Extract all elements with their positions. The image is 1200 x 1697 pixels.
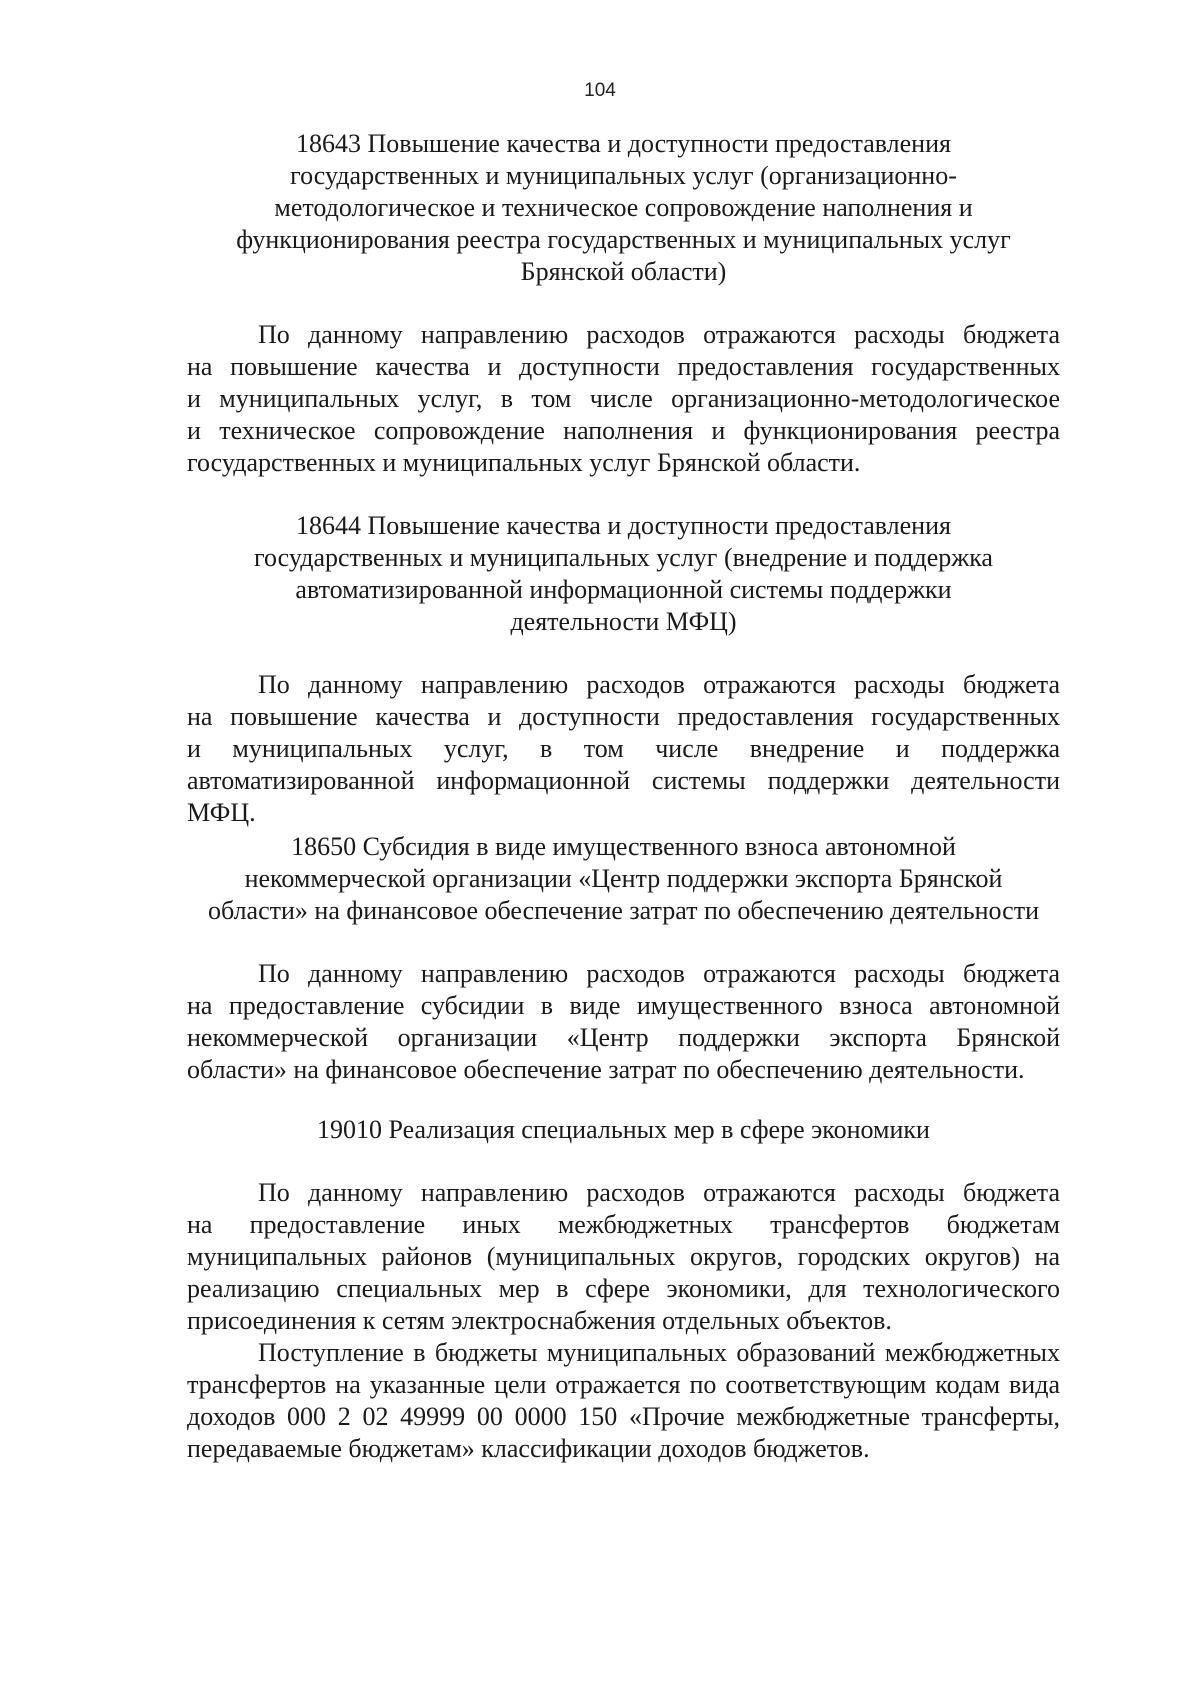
heading-line: области» на финансовое обеспечение затрат по обеспечению деятельности xyxy=(208,896,1039,925)
paragraph-line: По данному направлению расходов отражаются расходы бюджета xyxy=(258,320,1060,349)
section-paragraph-19010 xyxy=(187,1177,1060,1337)
section-heading-18643 xyxy=(187,128,1060,288)
heading-line: 18650 Субсидия в виде имущественного взноса автономной xyxy=(291,832,956,861)
section-paragraph-18643 xyxy=(187,319,1060,479)
heading-line: функционирования реестра государственных и муниципальных услуг xyxy=(236,225,1011,254)
heading-line: деятельности МФЦ) xyxy=(510,607,737,636)
heading-line: методологическое и техническое сопровождение наполнения и xyxy=(274,193,973,222)
heading-line: государственных и муниципальных услуг (организационно- xyxy=(290,161,957,190)
paragraph-line: реализацию специальных мер в сфере экономики, для технологического xyxy=(187,1274,1060,1303)
heading-line: автоматизированной информационной системы поддержки xyxy=(295,575,952,604)
paragraph-line: и муниципальных услуг, в том числе организационно-методологическое xyxy=(187,384,1060,413)
heading-line: 18644 Повышение качества и доступности предоставления xyxy=(296,511,951,540)
paragraph-line: на повышение качества и доступности предоставления государственных xyxy=(187,702,1060,731)
section-heading-18644 xyxy=(187,510,1060,638)
paragraph-line: муниципальных районов (муниципальных округов, городских округов) на xyxy=(187,1242,1060,1271)
page-number: 104 xyxy=(584,80,616,101)
section-paragraph-18644 xyxy=(187,669,1060,829)
paragraph-line: области» на финансовое обеспечение затрат по обеспечению деятельности. xyxy=(187,1055,1025,1084)
paragraph-line: на предоставление иных межбюджетных трансфертов бюджетам xyxy=(187,1210,1060,1239)
heading-line: 19010 Реализация специальных мер в сфере экономики xyxy=(317,1115,930,1144)
heading-line: государственных и муниципальных услуг (внедрение и поддержка xyxy=(254,543,993,572)
paragraph-line: и муниципальных услуг, в том числе внедрение и поддержка xyxy=(187,734,1060,763)
paragraph-line: на повышение качества и доступности предоставления государственных xyxy=(187,352,1060,381)
paragraph-line: передаваемые бюджетам» классификации доходов бюджетов. xyxy=(187,1434,870,1463)
paragraph-line: доходов 000 2 02 49999 00 0000 150 «Прочие межбюджетные трансферты, xyxy=(187,1402,1060,1431)
heading-line: некоммерческой организации «Центр поддержки экспорта Брянской xyxy=(244,864,1003,893)
section-heading-19010 xyxy=(187,1114,1060,1146)
section-paragraph-18650 xyxy=(187,958,1060,1086)
paragraph-line: Поступление в бюджеты муниципальных образований межбюджетных xyxy=(258,1338,1060,1367)
heading-line: Брянской области) xyxy=(520,257,727,286)
section-paragraph-19010-income xyxy=(187,1337,1060,1465)
paragraph-line: По данному направлению расходов отражаются расходы бюджета xyxy=(258,959,1060,988)
document-body xyxy=(187,128,1060,1465)
paragraph-line: По данному направлению расходов отражаются расходы бюджета xyxy=(258,670,1060,699)
section-heading-18650 xyxy=(187,831,1060,927)
paragraph-line: присоединения к сетям электроснабжения отдельных объектов. xyxy=(187,1306,892,1335)
paragraph-line: некоммерческой организации «Центр поддержки экспорта Брянской xyxy=(187,1023,1060,1052)
paragraph-line: на предоставление субсидии в виде имущественного взноса автономной xyxy=(187,991,1060,1020)
paragraph-line: По данному направлению расходов отражаются расходы бюджета xyxy=(258,1178,1060,1207)
paragraph-line: трансфертов на указанные цели отражается по соответствующим кодам вида xyxy=(187,1370,1060,1399)
paragraph-line: автоматизированной информационной системы поддержки деятельности xyxy=(187,766,1060,795)
paragraph-line: государственных и муниципальных услуг Брянской области. xyxy=(187,448,861,477)
paragraph-line: МФЦ. xyxy=(187,798,256,827)
paragraph-line: и техническое сопровождение наполнения и функционирования реестра xyxy=(187,416,1060,445)
heading-line: 18643 Повышение качества и доступности предоставления xyxy=(296,129,951,158)
